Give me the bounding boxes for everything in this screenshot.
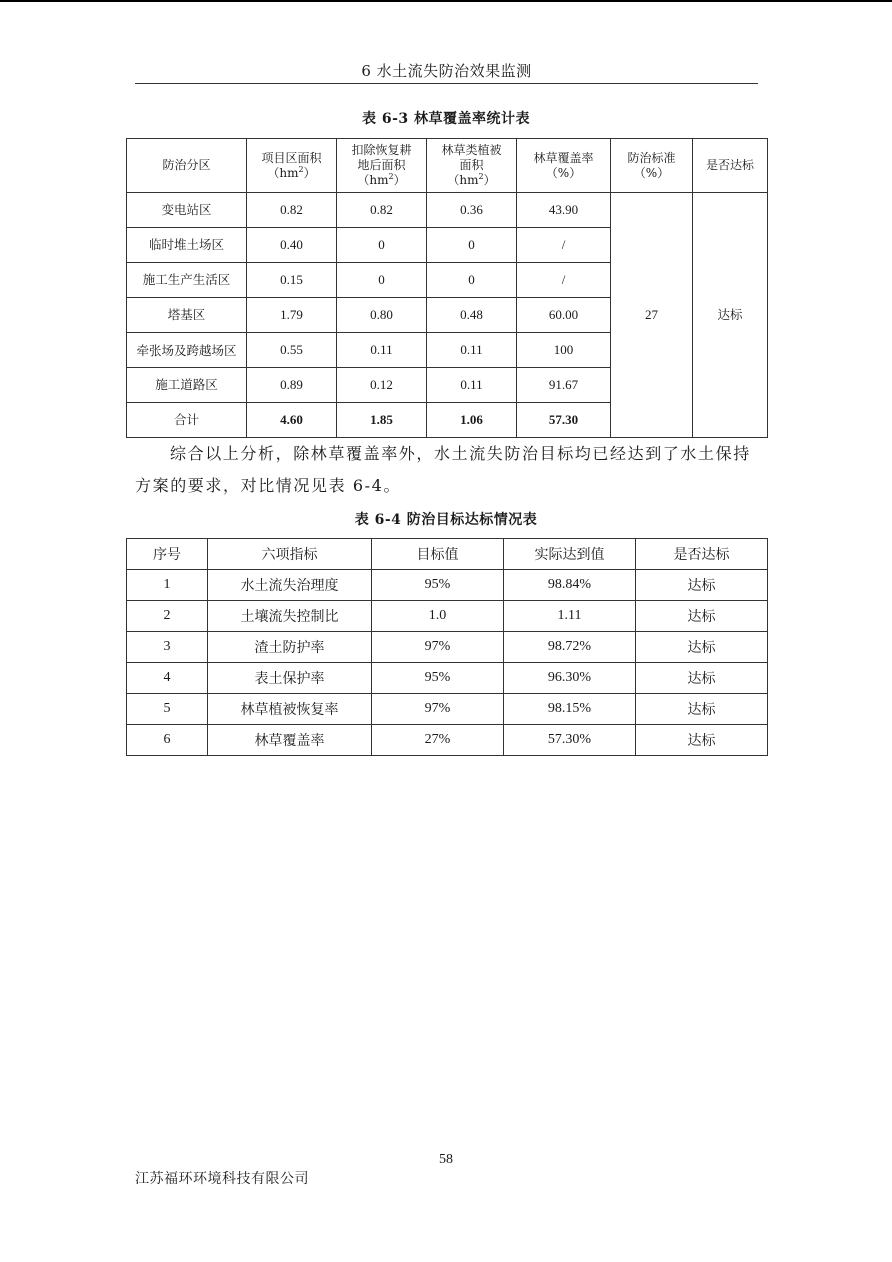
col-header-deduct	[337, 139, 427, 193]
area-cell: 0.40	[247, 228, 337, 263]
actual-cell: 1.11	[504, 601, 636, 632]
target-cell: 97%	[372, 632, 504, 663]
index-cell: 3	[127, 632, 208, 663]
area-cell: 0.82	[247, 193, 337, 228]
total-label-cell: 合计	[127, 403, 247, 438]
indicator-cell: 林草覆盖率	[208, 725, 372, 756]
area-cell: 1.79	[247, 298, 337, 333]
total-area-cell: 4.60	[247, 403, 337, 438]
page-header: 6 水土流失防治效果监测	[361, 62, 532, 80]
veg-cell: 0.11	[427, 368, 517, 403]
indicator-cell: 渣土防护率	[208, 632, 372, 663]
met-cell: 达标	[636, 570, 768, 601]
header-rule	[135, 83, 758, 84]
col-header-met: 是否达标	[636, 539, 768, 570]
table2-caption: 表 6-4 防治目标达标情况表	[354, 512, 538, 528]
unit-superscript: 2	[298, 164, 304, 174]
deduct-cell: 0	[337, 228, 427, 263]
rate-cell: 43.90	[517, 193, 611, 228]
area-cell: 0.89	[247, 368, 337, 403]
deduct-cell: 0	[337, 263, 427, 298]
standard-cell: 27	[611, 193, 693, 438]
rate-cell: /	[517, 228, 611, 263]
indicator-cell: 水土流失治理度	[208, 570, 372, 601]
col-header-standard-label: 防治标准	[627, 150, 676, 165]
total-deduct-cell: 1.85	[337, 403, 427, 438]
col-header-target: 目标值	[372, 539, 504, 570]
index-cell: 4	[127, 663, 208, 694]
actual-cell: 98.15%	[504, 694, 636, 725]
unit-close: ）	[393, 173, 406, 187]
col-header-deduct-line1: 扣除恢复耕	[351, 143, 412, 157]
deduct-cell: 0.82	[337, 193, 427, 228]
col-header-area-unit: （hm	[267, 165, 299, 180]
index-cell: 2	[127, 601, 208, 632]
target-cell: 97%	[372, 694, 504, 725]
page-number: 58	[439, 1152, 453, 1167]
table-row	[127, 663, 768, 694]
zone-cell: 变电站区	[127, 193, 247, 228]
zone-cell: 施工生产生活区	[127, 263, 247, 298]
col-header-rate-unit: （%）	[545, 165, 582, 180]
col-header-indicator: 六项指标	[208, 539, 372, 570]
table-header-row	[127, 139, 768, 193]
met-cell: 达标	[636, 601, 768, 632]
actual-cell: 96.30%	[504, 663, 636, 694]
col-header-met: 是否达标	[693, 139, 768, 193]
unit-superscript: 2	[478, 172, 484, 181]
table-row	[127, 632, 768, 663]
met-cell: 达标	[636, 725, 768, 756]
index-cell: 6	[127, 725, 208, 756]
total-veg-cell: 1.06	[427, 403, 517, 438]
unit-close: ）	[483, 173, 496, 187]
index-cell: 5	[127, 694, 208, 725]
top-border-line	[0, 0, 892, 2]
col-header-veg-line2: 面积	[459, 158, 484, 172]
col-header-index: 序号	[127, 539, 208, 570]
veg-cell: 0	[427, 263, 517, 298]
target-compliance-table	[126, 538, 768, 756]
actual-cell: 98.84%	[504, 570, 636, 601]
col-header-veg-unit: （hm	[447, 173, 479, 187]
table-row	[127, 694, 768, 725]
veg-cell: 0.36	[427, 193, 517, 228]
deduct-cell: 0.11	[337, 333, 427, 368]
col-header-area	[247, 139, 337, 193]
zone-cell: 施工道路区	[127, 368, 247, 403]
veg-cell: 0.11	[427, 333, 517, 368]
zone-cell: 牵张场及跨越场区	[127, 333, 247, 368]
veg-cell: 0.48	[427, 298, 517, 333]
indicator-cell: 林草植被恢复率	[208, 694, 372, 725]
result-cell: 达标	[693, 193, 768, 438]
rate-cell: 91.67	[517, 368, 611, 403]
target-cell: 1.0	[372, 601, 504, 632]
target-cell: 95%	[372, 570, 504, 601]
target-cell: 27%	[372, 725, 504, 756]
index-cell: 1	[127, 570, 208, 601]
col-header-area-label: 项目区面积	[261, 150, 322, 165]
rate-cell: 60.00	[517, 298, 611, 333]
col-header-deduct-unit: （hm	[357, 173, 389, 187]
rate-cell: 100	[517, 333, 611, 368]
actual-cell: 98.72%	[504, 632, 636, 663]
met-cell: 达标	[636, 632, 768, 663]
table1-caption: 表 6-3 林草覆盖率统计表	[361, 111, 531, 127]
veg-cell: 0	[427, 228, 517, 263]
zone-cell: 临时堆土场区	[127, 228, 247, 263]
met-cell: 达标	[636, 694, 768, 725]
table-row	[127, 725, 768, 756]
deduct-cell: 0.12	[337, 368, 427, 403]
analysis-paragraph: 综合以上分析，除林草覆盖率外，水土流失防治目标均已经达到了水土保持方案的要求，对比情况见表 6-4。	[135, 444, 751, 495]
col-header-zone: 防治分区	[127, 139, 247, 193]
zone-cell: 塔基区	[127, 298, 247, 333]
table-row	[127, 193, 768, 228]
total-rate-cell: 57.30	[517, 403, 611, 438]
col-header-rate	[517, 139, 611, 193]
indicator-cell: 表土保护率	[208, 663, 372, 694]
col-header-rate-label: 林草覆盖率	[533, 150, 594, 165]
unit-close: ）	[303, 165, 316, 180]
col-header-veg-line1: 林草类植被	[441, 143, 502, 157]
col-header-deduct-line2: 地后面积	[357, 158, 406, 172]
met-cell: 达标	[636, 663, 768, 694]
col-header-standard-unit: （%）	[633, 165, 670, 180]
actual-cell: 57.30%	[504, 725, 636, 756]
indicator-cell: 土壤流失控制比	[208, 601, 372, 632]
table-header-row	[127, 539, 768, 570]
col-header-vegetation	[427, 139, 517, 193]
table-row	[127, 601, 768, 632]
deduct-cell: 0.80	[337, 298, 427, 333]
forest-grass-coverage-table	[126, 138, 768, 438]
col-header-standard	[611, 139, 693, 193]
company-footer: 江苏福环环境科技有限公司	[135, 1171, 309, 1187]
area-cell: 0.55	[247, 333, 337, 368]
area-cell: 0.15	[247, 263, 337, 298]
unit-superscript: 2	[388, 172, 394, 181]
col-header-actual: 实际达到值	[504, 539, 636, 570]
target-cell: 95%	[372, 663, 504, 694]
rate-cell: /	[517, 263, 611, 298]
table-row	[127, 570, 768, 601]
